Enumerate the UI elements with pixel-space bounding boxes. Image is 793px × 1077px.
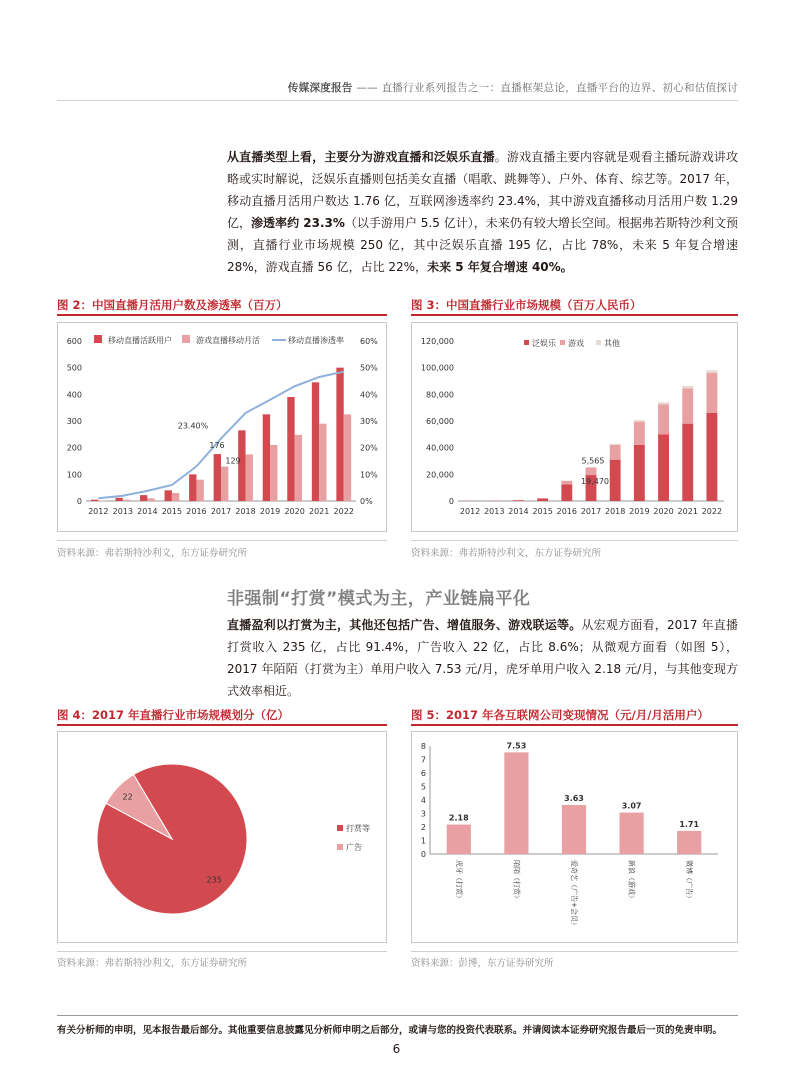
- fig2-x-tick: 2019: [259, 507, 281, 516]
- fig3-bar-segment: [586, 468, 597, 475]
- fig2-y2-tick: 20%: [360, 443, 378, 453]
- fig3-annotation: 19,470: [581, 477, 609, 487]
- fig2-bar: [238, 430, 245, 501]
- fig2-bar: [344, 414, 351, 501]
- fig5-value-label: 3.63: [564, 793, 584, 803]
- fig3-legend-swatch: [524, 340, 529, 345]
- fig4-legend-label: 广告: [346, 843, 362, 852]
- fig3-bar-segment: [634, 422, 645, 445]
- fig2-bar: [221, 467, 228, 501]
- fig2-title: 图 2：中国直播月活用户数及渗透率（百万）: [57, 298, 288, 312]
- fig3-x-tick: 2012: [459, 507, 481, 516]
- monetization-lead: 直播盈利以打赏为主，其他还包括广告、增值服务、游戏联运等。: [227, 618, 582, 632]
- fig4-slice-label: 235: [206, 875, 222, 885]
- fig5-y-tick: 5: [420, 782, 426, 792]
- monetization-paragraph: [227, 614, 738, 702]
- fig3-bar-segment: [682, 386, 693, 388]
- fig3-legend-swatch: [596, 340, 601, 345]
- fig3-bar-segment: [682, 388, 693, 423]
- fig5-value-label: 3.07: [621, 801, 642, 811]
- fig2-rule: [57, 314, 387, 316]
- fig3-x-tick: 2018: [605, 507, 626, 516]
- fig2-bar: [196, 480, 203, 501]
- fig3-y-tick: 80,000: [426, 390, 454, 400]
- fig2-legend-label: 移动直播活跃用户: [108, 336, 172, 345]
- fig5-x-tick: 新浪（游戏）: [627, 860, 636, 902]
- fig3-legend-label: 泛娱乐: [532, 339, 556, 348]
- fig3-bar-segment: [706, 370, 717, 373]
- fig3-bar-segment: [706, 373, 717, 413]
- fig5-bar: [562, 805, 586, 854]
- fig3-source: 资料来源：弗若斯特沙利文，东方证券研究所: [411, 548, 602, 559]
- fig5-value-label: 1.71: [679, 819, 700, 829]
- fig3-x-tick: 2020: [653, 507, 674, 516]
- fig3-x-tick: 2021: [677, 507, 698, 516]
- fig3-x-tick: 2019: [629, 507, 650, 516]
- fig2-y-tick: 200: [66, 443, 82, 453]
- fig3-x-tick: 2022: [701, 507, 723, 516]
- fig2-x-tick: 2016: [186, 507, 207, 516]
- fig3-chart-frame: [411, 322, 738, 532]
- fig2-chart: [58, 323, 386, 531]
- fig5-rule: [411, 724, 738, 726]
- fig3-bar-segment: [658, 404, 669, 434]
- intro-lead: 从直播类型上看，主要分为游戏直播和泛娱乐直播: [227, 150, 495, 164]
- fig3-bar-segment: [706, 413, 717, 501]
- fig2-y-tick: 400: [66, 390, 82, 400]
- fig3-x-tick: 2017: [580, 507, 602, 516]
- fig5-y-tick: 3: [420, 809, 426, 819]
- fig2-annotation: 129: [225, 456, 241, 466]
- fig3-x-tick: 2016: [556, 507, 577, 516]
- fig3-y-tick: 60,000: [426, 417, 454, 426]
- fig4-chart: [58, 732, 386, 942]
- fig2-y-tick: 500: [66, 363, 82, 373]
- fig2-bar: [246, 454, 253, 501]
- fig2-bar: [270, 445, 277, 501]
- fig5-bar: [620, 813, 644, 854]
- fig2-y-tick: 300: [66, 417, 82, 426]
- fig3-bar-segment: [682, 424, 693, 501]
- fig2-bar: [336, 368, 343, 501]
- fig2-y2-tick: 0%: [360, 497, 373, 506]
- fig5-value-label: 2.18: [448, 813, 469, 823]
- fig5-y-tick: 7: [420, 755, 426, 765]
- monetization-text: 从宏观方面看，2017 年直播打赏收入 235 亿，占比 91.4%，广告收入 22 亿，占比 8.6%；从微观方面看（如图 5），2017 年陌陌（打赏为主）单用户收入 7.53 元/月，虎牙单用户收入 2.18 元/月，与其他变现方式效率相近。: [227, 618, 738, 698]
- fig2-legend-swatch: [94, 335, 102, 343]
- report-type: 传媒深度报告: [287, 82, 353, 94]
- fig3-chart: [412, 323, 737, 531]
- fig2-bar: [147, 498, 154, 501]
- fig2-bar: [287, 397, 294, 501]
- fig3-annotation: 5,565: [581, 456, 605, 466]
- fig3-source-rule: [411, 540, 738, 541]
- fig2-x-tick: 2013: [112, 507, 133, 516]
- fig5-x-tick: 爱奇艺（广告+会员）: [570, 860, 578, 929]
- fig2-legend-swatch: [182, 335, 190, 343]
- fig3-legend-label: 游戏: [568, 339, 584, 348]
- header-rule: [57, 100, 738, 101]
- intro-text-2: （以手游用户 5.5 亿计），未来仍有较大增长空间。根据弗若斯特沙利文预测，直播行业市场规模 250 亿，其中泛娱乐直播 195 亿，占比 78%，未来 5 年复合增速 28%，游戏直播 56 亿，占比 22%，: [227, 216, 738, 274]
- fig2-bar: [91, 500, 98, 501]
- fig5-y-tick: 2: [420, 823, 426, 832]
- fig3-bar-segment: [561, 484, 572, 501]
- fig4-legend-label: 打赏等: [346, 824, 370, 833]
- fig2-x-tick: 2020: [284, 507, 305, 516]
- fig2-y2-tick: 50%: [360, 363, 378, 373]
- fig3-y-tick: 20,000: [426, 470, 454, 480]
- fig3-bar-segment: [610, 445, 621, 460]
- fig2-y-tick: 100: [66, 470, 82, 480]
- fig3-x-tick: 2015: [532, 507, 553, 516]
- fig5-y-tick: 1: [420, 836, 426, 846]
- report-subtitle: 直播行业系列报告之一：直播框架总论，直播平台的边界、初心和估值探讨: [381, 82, 738, 94]
- fig2-bar: [319, 424, 326, 501]
- fig3-legend-swatch: [560, 340, 565, 345]
- fig2-bar: [140, 495, 147, 501]
- fig3-bar-segment: [537, 498, 548, 499]
- fig3-y-tick: 120,000: [420, 337, 454, 346]
- fig4-source: 资料来源：弗若斯特沙利文，东方证券研究所: [57, 958, 248, 969]
- fig2-bar: [115, 498, 122, 501]
- fig5-bar: [504, 752, 528, 854]
- intro-bold-3: 未来 5 年复合增速 40%。: [427, 260, 573, 274]
- fig2-y-tick: 0: [76, 497, 82, 506]
- fig3-legend-label: 其他: [604, 339, 620, 348]
- fig5-value-label: 7.53: [506, 741, 527, 751]
- intro-paragraph: [227, 146, 738, 278]
- page-number: 6: [392, 1042, 401, 1056]
- fig3-bar-segment: [658, 434, 669, 501]
- disclaimer: 有关分析师的申明，见本报告最后部分。其他重要信息披露见分析师申明之后部分，或请与您的投资代表联系。并请阅读本证券研究报告最后一页的免责申明。: [57, 1025, 723, 1036]
- fig3-x-tick: 2013: [484, 507, 505, 516]
- fig2-bar: [312, 382, 319, 501]
- fig4-chart-frame: [57, 731, 387, 943]
- fig4-legend-swatch: [337, 825, 343, 831]
- fig5-source: 资料来源：彭博，东方证券研究所: [411, 958, 554, 969]
- fig2-source-rule: [57, 540, 387, 541]
- fig3-bar-segment: [513, 500, 524, 501]
- fig3-rule: [411, 314, 738, 316]
- fig5-y-tick: 0: [420, 850, 426, 859]
- fig2-bar: [165, 490, 172, 501]
- fig5-chart: [412, 732, 737, 942]
- fig2-source: 资料来源：弗若斯特沙利文，东方证券研究所: [57, 548, 248, 559]
- header-separator: ——: [356, 82, 378, 94]
- fig3-bar-segment: [634, 445, 645, 501]
- fig4-rule: [57, 724, 387, 726]
- fig3-title: 图 3：中国直播行业市场规模（百万人民币）: [411, 298, 642, 312]
- fig3-y-tick: 40,000: [426, 443, 454, 453]
- fig3-bar-segment: [610, 460, 621, 501]
- fig2-bar: [263, 414, 270, 501]
- fig2-x-tick: 2015: [161, 507, 183, 516]
- fig2-bar: [189, 474, 196, 501]
- fig5-bar: [447, 825, 471, 854]
- fig2-y-tick: 600: [66, 337, 82, 346]
- fig2-legend-label: 移动直播渗透率: [288, 336, 344, 345]
- fig4-title: 图 4：2017 年直播行业市场规模划分（亿）: [57, 708, 290, 722]
- fig2-x-tick: 2017: [210, 507, 232, 516]
- fig5-source-rule: [411, 951, 738, 952]
- fig2-y2-tick: 30%: [360, 417, 378, 426]
- fig3-y-tick: 100,000: [420, 363, 454, 373]
- fig2-y2-tick: 40%: [360, 390, 378, 400]
- fig3-bar-segment: [561, 481, 572, 484]
- fig5-y-tick: 4: [420, 796, 426, 805]
- footer-rule: [57, 1015, 738, 1016]
- fig2-y2-tick: 10%: [360, 470, 378, 480]
- fig5-y-tick: 8: [420, 742, 426, 751]
- fig3-x-tick: 2014: [508, 507, 529, 516]
- fig3-y-tick: 0: [448, 497, 454, 506]
- fig3-bar-segment: [658, 402, 669, 404]
- fig3-bar-segment: [537, 499, 548, 501]
- fig5-x-tick: 陌陌（打赏）: [512, 860, 521, 902]
- fig4-slice-label: 22: [122, 792, 133, 802]
- fig2-bar: [98, 500, 105, 501]
- fig2-bar: [172, 493, 179, 501]
- section-heading: 非强制“打赏”模式为主，产业链扁平化: [227, 589, 531, 609]
- intro-bold-2: 渗透率约 23.3%: [251, 216, 345, 230]
- fig4-source-rule: [57, 951, 387, 952]
- fig2-annotation: 176: [209, 441, 225, 451]
- fig2-bar: [123, 500, 130, 501]
- fig2-annotation: 23.40%: [177, 421, 209, 431]
- fig5-x-tick: 微博（广告）: [685, 860, 694, 902]
- fig2-x-tick: 2021: [309, 507, 330, 516]
- fig2-y2-tick: 60%: [360, 337, 378, 346]
- fig2-x-tick: 2012: [88, 507, 109, 516]
- fig2-bar: [295, 435, 302, 501]
- fig2-chart-frame: [57, 322, 387, 532]
- fig2-legend-label: 游戏直播移动月活: [196, 336, 260, 345]
- fig2-x-tick: 2022: [333, 507, 354, 516]
- fig2-bar: [214, 454, 221, 501]
- fig5-x-tick: 虎牙（打赏）: [454, 860, 463, 902]
- fig3-bar-segment: [586, 467, 597, 468]
- fig4-legend-swatch: [337, 844, 343, 850]
- fig5-y-tick: 6: [420, 769, 426, 778]
- fig2-x-tick: 2018: [235, 507, 256, 516]
- intro-text-1: 。游戏直播主要内容就是观看主播玩游戏讲攻略或实时解说，泛娱乐直播则包括美女直播（唱歌、跳舞等）、户外、体育、综艺等。2017 年，移动直播月活用户数达 1.76 亿，互联网渗透率约 23.4%，其中游戏直播移动月活用户数 1.29 亿，: [227, 150, 738, 230]
- fig5-chart-frame: [411, 731, 738, 943]
- fig5-bar: [677, 831, 701, 854]
- fig5-title: 图 5：2017 年各互联网公司变现情况（元/月/月活用户）: [411, 708, 709, 722]
- running-header: [0, 80, 738, 95]
- fig2-x-tick: 2014: [137, 507, 158, 516]
- fig3-bar-segment: [634, 420, 645, 422]
- fig3-bar-segment: [610, 444, 621, 445]
